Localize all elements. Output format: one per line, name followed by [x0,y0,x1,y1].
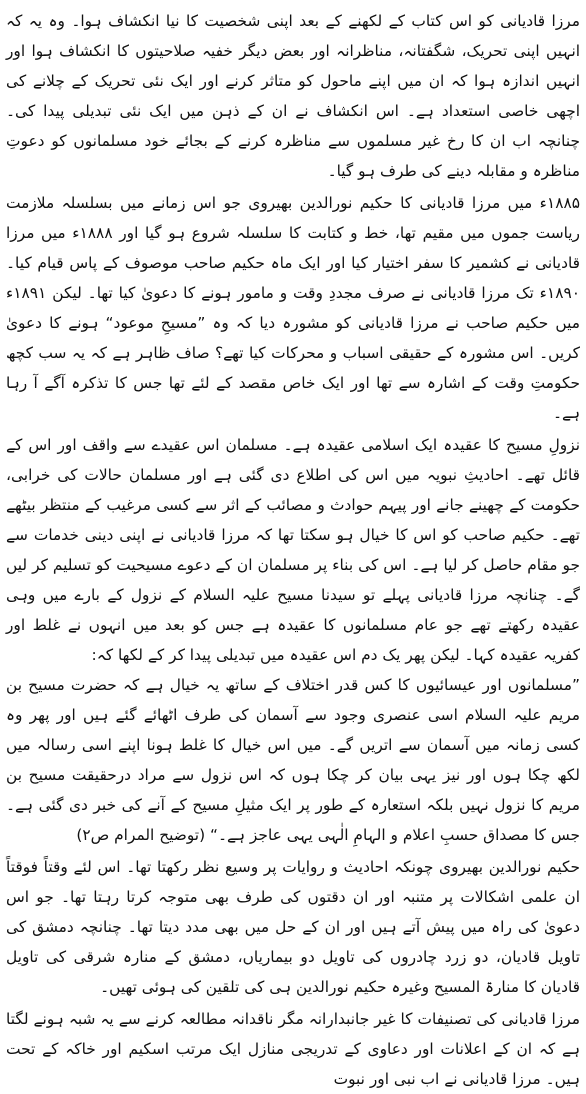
paragraph-1: مرزا قادیانی کو اس کتاب کے لکھنے کے بعد اپنی شخصیت کا نیا انکشاف ہوا۔ وہ یہ کہ انہیں اپنی تحریک، شگفتانہ، مناظرانہ اور بعض دیگر خفیہ صلاحیتوں کا انکشاف ہوا اور انہیں اندازہ ہوا کہ ان میں اپنے ماحول کو متاثر کرنے اور ایک نئی تحریک کے چلانے کی اچھی خاصی استعداد ہے۔ اس انکشاف نے ان کے ذہن میں ایک نئی تبدیلی پیدا کی۔ چنانچہ اب ان کا رخ غیر مسلموں سے مناظرہ کرنے کے بجائے خود مسلمانوں کو دعوتِ مناظرہ و مقابلہ دینے کی طرف ہو گیا۔ [6,12,580,180]
paragraph-6: مرزا قادیانی کی تصنیفات کا غیر جانبدارانہ مگر ناقدانہ مطالعہ کرنے سے یہ شبہ ہونے لگتا ہے کہ ان کے اعلانات اور دعاوی کے تدریجی منازل ایک مرتب اسکیم اور خاکہ کے تحت ہیں۔ مرزا قادیانی نے اب نبی اور نبوت [6,1010,580,1088]
quotation-block [6,670,580,850]
quotation-citation: (توضیح المرام ص۲) [76,826,206,844]
quotation-text: ”مسلمانوں اور عیسائیوں کا کس قدر اختلاف کے ساتھ یہ خیال ہے کہ حضرت مسیح بن مریم علیہ السلام اسی عنصری وجود سے آسمان کی طرف اٹھائے گئے ہیں اور پھر وہ کسی زمانہ میں آسمان سے اتریں گے۔ میں اس خیال کا غلط ہونا اپنے اسی رسالہ میں لکھ چکا ہوں اور نیز یہی بیان کر چکا ہوں کہ اس نزول سے مراد درحقیقت مسیح بن مریم کا نزول نہیں بلکہ استعارہ کے طور پر ایک مثیلِ مسیح کے آنے کی خبر دی گئی ہے۔ جس کا مصداق حسبِ اعلام و الہامِ الٰہی یہی عاجز ہے۔“ [6,676,580,844]
paragraph-5: حکیم نورالدین بھیروی چونکہ احادیث و روایات پر وسیع نظر رکھتا تھا۔ اس لئے وقتاً فوقتاً ان علمی اشکالات پر متنبہ اور ان دقتوں کی طرف بھی متوجہ کرتا رہتا تھا۔ جو اس دعویٰ کی راہ میں پیش آتے ہیں اور ان کے حل میں بھی مدد دیتا تھا۔ چنانچہ دمشق کی تاویل قادیان، دو زرد چادروں کی تاویل دو بیماریاں، دمشق کے منارہ شرقی کی تاویل قادیان کا منارۃ المسیح وغیرہ حکیم نورالدین ہی کی تلقین کی ہوئی تھیں۔ [6,858,580,996]
paragraph-2: ۱۸۸۵ء میں مرزا قادیانی کا حکیم نورالدین بھیروی جو اس زمانے میں بسلسلہ ملازمت ریاست جموں میں مقیم تھا، خط و کتابت کا سلسلہ شروع ہو گیا اور ۱۸۸۸ء میں مرزا قادیانی نے کشمیر کا سفر اختیار کیا اور ایک ماہ حکیم صاحب موصوف کے پاس قیام کیا۔ ۱۸۹۰ء تک مرزا قادیانی نے صرف مجددِ وقت و مامور ہونے کا دعویٰ کیا تھا۔ لیکن ۱۸۹۱ء میں حکیم صاحب نے مرزا قادیانی کو مشورہ دیا کہ وہ ”مسیحِ موعود“ ہونے کا دعویٰ کریں۔ اس مشورہ کے حقیقی اسباب و محرکات کیا تھے؟ صاف ظاہر ہے کہ یہ سب کچھ حکومتِ وقت کے اشارہ سے تھا اور ایک خاص مقصد کے لئے تھا جس کا تذکرہ آگے آ رہا ہے۔ [6,194,580,422]
paragraph-3: نزولِ مسیح کا عقیدہ ایک اسلامی عقیدہ ہے۔ مسلمان اس عقیدے سے واقف اور اس کے قائل تھے۔ احادیثِ نبویہ میں اس کی اطلاع دی گئی ہے اور مسلمان حالات کی خرابی، حکومت کے چھینے جانے اور پیہم حوادث و مصائب کے اثر سے کسی مرغیب کے منتظر بیٹھے تھے۔ حکیم صاحب کو اس کا خیال ہو سکتا تھا کہ مرزا قادیانی نے اپنی دینی خدمات سے جو مقام حاصل کر لیا ہے۔ اس کی بناء پر مسلمان ان کے دعوے مسیحیت کو تسلیم کر لیں گے۔ چنانچہ مرزا قادیانی پہلے تو سیدنا مسیح علیہ السلام کے نزول کے بارے میں وہی عقیدہ رکھتے تھے جو عام مسلمانوں کا عقیدہ ہے جس کو بعد میں انہوں نے غلط اور کفریہ عقیدہ کہا۔ لیکن پھر یک دم اس عقیدہ میں تبدیلی پیدا کر کے لکھا کہ: [6,436,580,664]
